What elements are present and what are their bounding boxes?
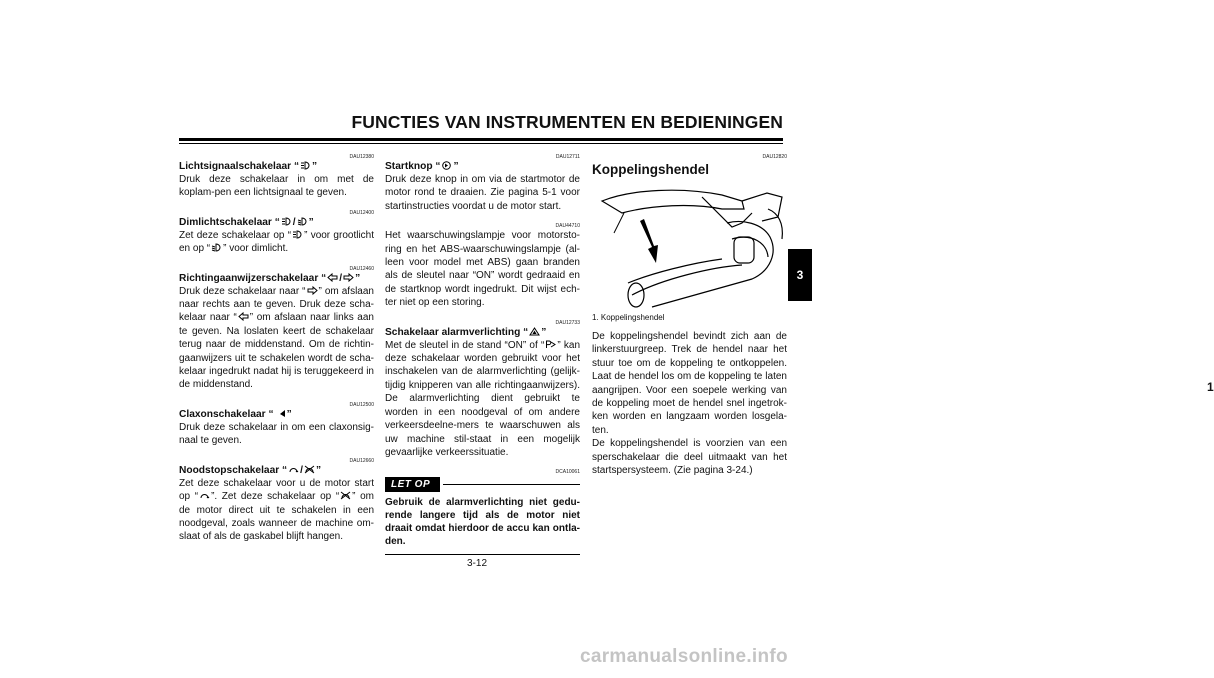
stop-icon xyxy=(340,491,351,500)
section-passing-switch: DAU12380 Lichtsignaalschakelaar “ ” Druk deze schakelaar in om met de koplam-pen een lichtsignaal te geven. xyxy=(179,154,374,199)
section-body: Het waarschuwingslampje voor motorsto-ring en het ABS-waarschuwingslampje (al-leen voor model met ABS) gaan branden als de sleutel naar “ON” wordt gedraaid en de startknop wordt ingedrukt. Dit wijst ech-ter niet op een storing. xyxy=(385,230,580,309)
section-title: Startknop “ xyxy=(385,161,441,172)
section-start-switch: DAU12711 Startknop “ ” Druk deze knop in om via de startmotor de motor rond te draaien. Zie pagina 5-1 voor startinstructies voordat u de motor start. xyxy=(385,154,580,212)
column-right xyxy=(592,150,1214,477)
section-title: Claxonschakelaar “ xyxy=(179,408,274,420)
page-number: 3-12 xyxy=(467,558,488,569)
watermark: carmanualsonline.info xyxy=(580,646,788,667)
page-header xyxy=(179,112,783,133)
section-heading: Koppelingshendel xyxy=(592,162,710,177)
section-body: Druk deze schakelaar naar “ ” om afslaan naar rechts aan te geven. Druk deze scha-kelaar naar “ ” om afslaan naar links aan te geven. Na loslaten keert de schakelaar terug naar de middenstand. Om de richtin-gaanwijzers uit te schakelen wordt de scha-kelaar ingedrukt nadat hij is teruggekeerd in de middenstand. xyxy=(179,285,374,391)
section-code: DAU12733 xyxy=(555,319,580,326)
section-code: DAU12711 xyxy=(555,154,580,160)
section-hazard-switch: DAU12733 Schakelaar alarmverlichting “ ” Met de sleutel in de stand “ON” of “ ” kan deze schakelaar worden gebruikt voor het inschakelen van de alarmverlichting (gelijk-tijdig knipperen van alle richtingaanwijzers). De alarmverlichting dient gebruikt te worden in een noodgeval of om andere verkeersdeelne-mers te waarschuwen als uw machine stil-staat in een mogelijk gevaarlijke verkeerssituatie. xyxy=(385,319,581,458)
section-body: Zet deze schakelaar voor u de motor start op “ ”. Zet deze schakelaar op “ ” om de motor direct uit te schakelen in een noodgeval, zoals wanneer de machine om-slaat of als de gaskabel blijft hangen. xyxy=(179,477,375,543)
header-rule-thin xyxy=(179,143,783,144)
section-title: Richtingaanwijzerschakelaar “ xyxy=(179,272,327,284)
section-body: Met de sleutel in de stand “ON” of “ ” kan deze schakelaar worden gebruikt voor het inschakelen van de alarmverlichting (gelijk-tijdig knipperen van alle richtingaanwijzers). De alarmverlichting dient gebruikt te worden in een noodgeval of om andere verkeersdeelne-mers te waarschuwen als uw machine stil-staat in een mogelijk gevaarlijke verkeerssituatie. xyxy=(385,339,581,458)
stop-icon xyxy=(304,465,315,474)
section-title: Lichtsignaalschakelaar “ xyxy=(179,161,300,172)
caution-label: LET OP xyxy=(385,477,440,492)
high-beam-icon xyxy=(281,217,292,226)
section-code: DAU12500 xyxy=(349,401,374,408)
section-turn-signal-switch: DAU12460 Richtingaanwijzerschakelaar “ / ” Druk deze schakelaar naar “ ” om afslaan naar rechts aan te geven. Druk deze scha-kelaar naar “ ” om afslaan naar links aan te geven. Na loslaten keert de schakelaar terug naar de middenstand. Om de richtin-gaanwijzers uit te schakelen wordt de scha-kelaar ingedrukt nadat hij is teruggekeerd in de middenstand. xyxy=(179,265,374,391)
right-arrow-icon xyxy=(307,286,318,295)
header-rule-thick xyxy=(179,138,783,141)
chapter-tab: 3 xyxy=(788,249,812,301)
caution-box xyxy=(385,477,580,492)
section-code: DAU44710 xyxy=(555,223,580,230)
right-arrow-icon xyxy=(343,273,354,282)
column-left xyxy=(179,150,374,554)
section-abs-note xyxy=(385,223,580,309)
section-body: Druk deze knop in om via de startmotor de motor rond te draaien. Zie pagina 5-1 voor startinstructies voordat u de motor start. xyxy=(385,174,580,212)
section-body: Druk deze schakelaar in om met de koplam-pen een lichtsignaal te geven. xyxy=(179,174,374,199)
section-title: Noodstopschakelaar “ xyxy=(179,464,288,476)
column-middle xyxy=(385,150,580,555)
caution-text: Gebruik de alarmverlichting niet gedu-rende langere tijd als de motor niet draait omdat hierdoor de accu kan ontla-den. xyxy=(385,496,580,555)
horn-icon xyxy=(275,409,286,418)
section-body: Zet deze schakelaar op “ ” voor grootlicht en op “ ” voor dimlicht. xyxy=(179,229,374,255)
figure-caption: 1. Koppelingshendel xyxy=(592,313,665,322)
start-icon xyxy=(441,161,452,170)
high-beam-icon xyxy=(292,230,303,239)
section-body: De koppelingshendel bevindt zich aan de linkerstuurgreep. Trek de hendel naar het stuur toe om de koppeling te ontkoppelen. Laat de hendel los om de koppeling te laten aangrijpen. Voor een soepele werking van de koppeling moet de hendel snel ingetrok-ken worden en langzaam worden losgela-ten. De koppelingshendel is voorzien van een sperschakelaar die deel uitmaakt van het startspersysteem. (Zie pagina 3-24.) xyxy=(592,331,787,477)
figure-callout-1: 1 xyxy=(1207,380,1214,394)
section-horn-switch: DAU12500 Claxonschakelaar “ ” Druk deze schakelaar in om een claxonsig-naal te geven. xyxy=(179,401,374,447)
section-code: DAU12820 xyxy=(762,154,787,160)
section-body: Druk deze schakelaar in om een claxonsig-naal te geven. xyxy=(179,421,374,447)
low-beam-icon xyxy=(211,243,222,252)
section-code: DAU12660 xyxy=(349,457,374,464)
section-code: DAU12380 xyxy=(349,154,374,160)
run-icon xyxy=(199,491,210,500)
section-stop-switch: DAU12660 Noodstopschakelaar “ / ” Zet deze schakelaar voor u de motor start op “ ”. Zet deze schakelaar op “ ” om de motor direct uit te schakelen in een noodgeval, zoals wanneer de machine om-slaat of als de gaskabel blijft hangen. xyxy=(179,457,375,543)
high-beam-icon xyxy=(300,161,311,170)
parking-icon xyxy=(545,340,556,349)
left-arrow-icon xyxy=(327,273,338,282)
section-title: Schakelaar alarmverlichting “ xyxy=(385,326,529,338)
left-arrow-icon xyxy=(238,312,249,321)
hazard-icon xyxy=(529,327,540,336)
page-title: FUNCTIES VAN INSTRUMENTEN EN BEDIENINGEN xyxy=(351,112,783,132)
section-title: Dimlichtschakelaar “ xyxy=(179,216,280,228)
section-dimmer-switch: DAU12400 Dimlichtschakelaar “ / ” Zet deze schakelaar op “ ” voor grootlicht en op “ ” voor dimlicht. xyxy=(179,209,374,255)
run-icon xyxy=(288,465,299,474)
section-code: DAU12460 xyxy=(349,265,374,272)
caution-code: DCA10061 xyxy=(555,469,580,476)
section-code: DAU12400 xyxy=(349,209,374,216)
low-beam-icon xyxy=(297,217,308,226)
